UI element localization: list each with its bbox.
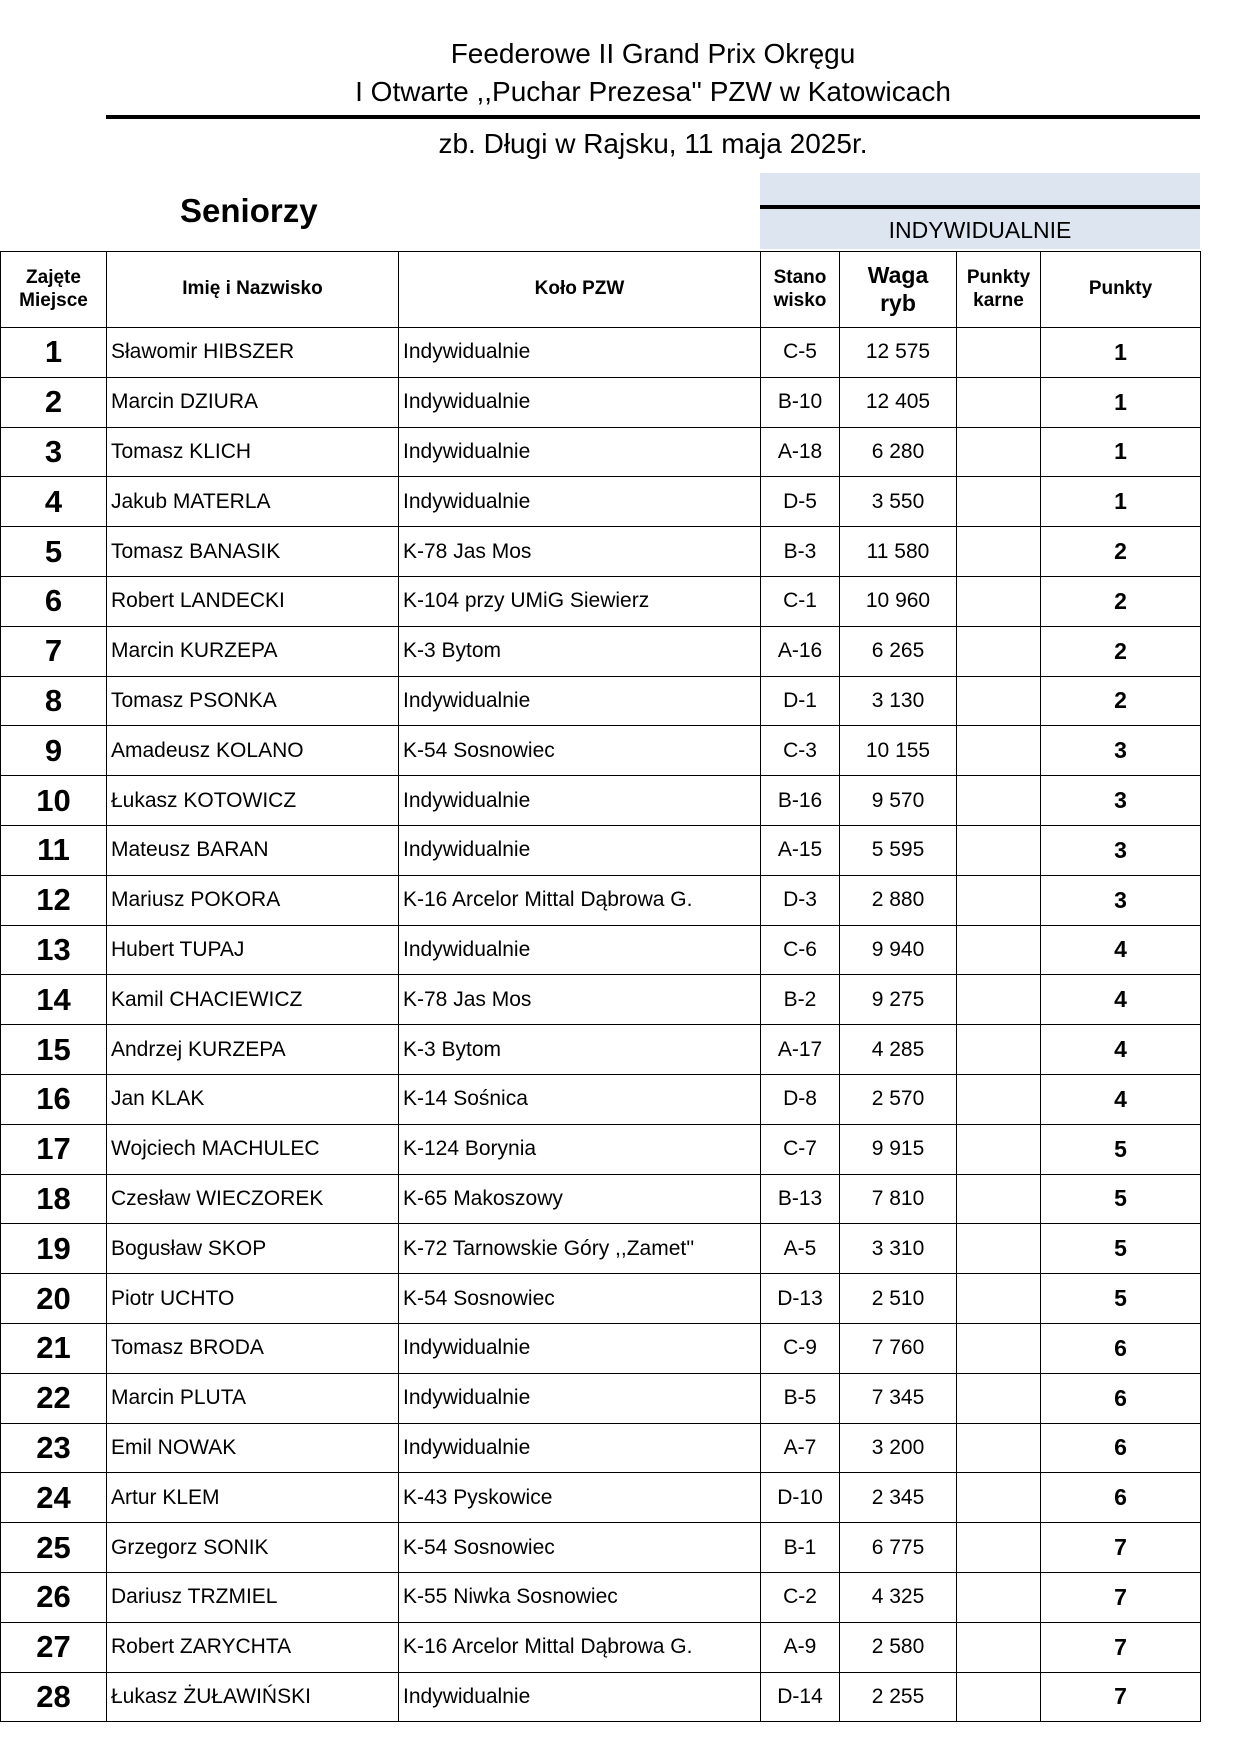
points-cell: 6 bbox=[1041, 1373, 1201, 1423]
fish-weight: 2 345 bbox=[840, 1473, 957, 1523]
club-name: K-72 Tarnowskie Góry ,,Zamet'' bbox=[399, 1224, 761, 1274]
club-name: K-124 Borynia bbox=[399, 1124, 761, 1174]
table-row bbox=[1, 1224, 1201, 1274]
club-name: K-16 Arcelor Mittal Dąbrowa G. bbox=[399, 1622, 761, 1672]
stand-cell: B-10 bbox=[761, 377, 840, 427]
table-row bbox=[1, 1622, 1201, 1672]
points-cell: 5 bbox=[1041, 1224, 1201, 1274]
stand-cell: D-3 bbox=[761, 875, 840, 925]
table-row bbox=[1, 328, 1201, 378]
competitor-name: Robert ZARYCHTA bbox=[107, 1622, 399, 1672]
points-cell: 1 bbox=[1041, 427, 1201, 477]
club-name: K-16 Arcelor Mittal Dąbrowa G. bbox=[399, 875, 761, 925]
points-cell: 7 bbox=[1041, 1672, 1201, 1722]
fish-weight: 10 960 bbox=[840, 576, 957, 626]
penalty-points bbox=[957, 1074, 1041, 1124]
fish-weight: 7 760 bbox=[840, 1323, 957, 1373]
stand-cell: B-5 bbox=[761, 1373, 840, 1423]
club-name: Indywidualnie bbox=[399, 925, 761, 975]
stand-cell: B-3 bbox=[761, 527, 840, 577]
stand-cell: A-7 bbox=[761, 1423, 840, 1473]
penalty-points bbox=[957, 377, 1041, 427]
club-name: Indywidualnie bbox=[399, 328, 761, 378]
penalty-points bbox=[957, 975, 1041, 1025]
place-cell: 17 bbox=[1, 1124, 107, 1174]
competitor-name: Marcin PLUTA bbox=[107, 1373, 399, 1423]
points-cell: 5 bbox=[1041, 1124, 1201, 1174]
place-cell: 9 bbox=[1, 726, 107, 776]
table-row bbox=[1, 1423, 1201, 1473]
competitor-name: Hubert TUPAJ bbox=[107, 925, 399, 975]
competitor-name: Łukasz ŻUŁAWIŃSKI bbox=[107, 1672, 399, 1722]
place-cell: 22 bbox=[1, 1373, 107, 1423]
stand-cell: C-1 bbox=[761, 576, 840, 626]
points-cell: 5 bbox=[1041, 1274, 1201, 1324]
fish-weight: 2 570 bbox=[840, 1074, 957, 1124]
fish-weight: 6 265 bbox=[840, 626, 957, 676]
place-cell: 23 bbox=[1, 1423, 107, 1473]
competitor-name: Tomasz KLICH bbox=[107, 427, 399, 477]
club-name: Indywidualnie bbox=[399, 776, 761, 826]
table-row bbox=[1, 975, 1201, 1025]
points-cell: 7 bbox=[1041, 1572, 1201, 1622]
fish-weight: 3 550 bbox=[840, 477, 957, 527]
fish-weight: 11 580 bbox=[840, 527, 957, 577]
stand-cell: A-5 bbox=[761, 1224, 840, 1274]
place-cell: 18 bbox=[1, 1174, 107, 1224]
place-cell: 6 bbox=[1, 576, 107, 626]
stand-cell: D-14 bbox=[761, 1672, 840, 1722]
competitor-name: Dariusz TRZMIEL bbox=[107, 1572, 399, 1622]
stand-cell: C-7 bbox=[761, 1124, 840, 1174]
fish-weight: 3 200 bbox=[840, 1423, 957, 1473]
stand-cell: C-6 bbox=[761, 925, 840, 975]
points-cell: 3 bbox=[1041, 825, 1201, 875]
results-table bbox=[0, 251, 1201, 1722]
stand-cell: B-16 bbox=[761, 776, 840, 826]
table-row bbox=[1, 427, 1201, 477]
penalty-points bbox=[957, 676, 1041, 726]
place-cell: 12 bbox=[1, 875, 107, 925]
table-row bbox=[1, 875, 1201, 925]
place-cell: 11 bbox=[1, 825, 107, 875]
table-row bbox=[1, 1473, 1201, 1523]
penalty-points bbox=[957, 925, 1041, 975]
club-name: K-55 Niwka Sosnowiec bbox=[399, 1572, 761, 1622]
table-row bbox=[1, 1672, 1201, 1722]
competitor-name: Czesław WIECZOREK bbox=[107, 1174, 399, 1224]
club-name: K-43 Pyskowice bbox=[399, 1473, 761, 1523]
club-name: Indywidualnie bbox=[399, 477, 761, 527]
place-cell: 7 bbox=[1, 626, 107, 676]
table-row bbox=[1, 1174, 1201, 1224]
points-cell: 5 bbox=[1041, 1174, 1201, 1224]
place-cell: 1 bbox=[1, 328, 107, 378]
points-cell: 2 bbox=[1041, 576, 1201, 626]
points-cell: 4 bbox=[1041, 1025, 1201, 1075]
fish-weight: 9 570 bbox=[840, 776, 957, 826]
club-name: K-54 Sosnowiec bbox=[399, 726, 761, 776]
points-cell: 1 bbox=[1041, 477, 1201, 527]
penalty-points bbox=[957, 1224, 1041, 1274]
club-name: Indywidualnie bbox=[399, 1672, 761, 1722]
penalty-points bbox=[957, 477, 1041, 527]
fish-weight: 2 880 bbox=[840, 875, 957, 925]
club-name: Indywidualnie bbox=[399, 676, 761, 726]
club-name: Indywidualnie bbox=[399, 1423, 761, 1473]
stand-cell: D-8 bbox=[761, 1074, 840, 1124]
stand-cell: B-13 bbox=[761, 1174, 840, 1224]
col-stand-header: Stano wisko bbox=[761, 252, 840, 328]
stand-cell: A-17 bbox=[761, 1025, 840, 1075]
table-row bbox=[1, 576, 1201, 626]
place-cell: 16 bbox=[1, 1074, 107, 1124]
fish-weight: 5 595 bbox=[840, 825, 957, 875]
fish-weight: 7 345 bbox=[840, 1373, 957, 1423]
club-name: K-104 przy UMiG Siewierz bbox=[399, 576, 761, 626]
competitor-name: Wojciech MACHULEC bbox=[107, 1124, 399, 1174]
competitor-name: Marcin DZIURA bbox=[107, 377, 399, 427]
club-name: Indywidualnie bbox=[399, 427, 761, 477]
table-row bbox=[1, 1074, 1201, 1124]
stand-cell: A-18 bbox=[761, 427, 840, 477]
penalty-points bbox=[957, 1423, 1041, 1473]
points-cell: 6 bbox=[1041, 1473, 1201, 1523]
stand-cell: D-13 bbox=[761, 1274, 840, 1324]
penalty-points bbox=[957, 1124, 1041, 1174]
club-name: K-78 Jas Mos bbox=[399, 527, 761, 577]
penalty-points bbox=[957, 825, 1041, 875]
fish-weight: 2 510 bbox=[840, 1274, 957, 1324]
table-row bbox=[1, 1373, 1201, 1423]
club-name: Indywidualnie bbox=[399, 825, 761, 875]
points-cell: 4 bbox=[1041, 925, 1201, 975]
table-row bbox=[1, 477, 1201, 527]
competitor-name: Tomasz BRODA bbox=[107, 1323, 399, 1373]
col-weight-header: Waga ryb bbox=[840, 252, 957, 328]
document-subtitle: I Otwarte ,,Puchar Prezesa'' PZW w Katowicach bbox=[355, 76, 951, 107]
place-cell: 21 bbox=[1, 1323, 107, 1373]
place-cell: 14 bbox=[1, 975, 107, 1025]
col-name-header: Imię i Nazwisko bbox=[107, 252, 399, 328]
competitor-name: Sławomir HIBSZER bbox=[107, 328, 399, 378]
stand-cell: C-3 bbox=[761, 726, 840, 776]
table-row bbox=[1, 726, 1201, 776]
place-cell: 13 bbox=[1, 925, 107, 975]
place-cell: 24 bbox=[1, 1473, 107, 1523]
penalty-points bbox=[957, 726, 1041, 776]
points-cell: 7 bbox=[1041, 1622, 1201, 1672]
fish-weight: 4 325 bbox=[840, 1572, 957, 1622]
penalty-points bbox=[957, 1672, 1041, 1722]
fish-weight: 12 405 bbox=[840, 377, 957, 427]
penalty-points bbox=[957, 427, 1041, 477]
points-cell: 4 bbox=[1041, 1074, 1201, 1124]
competitor-name: Kamil CHACIEWICZ bbox=[107, 975, 399, 1025]
place-cell: 5 bbox=[1, 527, 107, 577]
points-cell: 2 bbox=[1041, 626, 1201, 676]
penalty-points bbox=[957, 1174, 1041, 1224]
place-cell: 4 bbox=[1, 477, 107, 527]
penalty-points bbox=[957, 776, 1041, 826]
points-cell: 1 bbox=[1041, 328, 1201, 378]
event-location-date: zb. Długi w Rajsku, 11 maja 2025r. bbox=[438, 128, 868, 159]
penalty-points bbox=[957, 1622, 1041, 1672]
stand-cell: D-1 bbox=[761, 676, 840, 726]
competitor-name: Artur KLEM bbox=[107, 1473, 399, 1523]
penalty-points bbox=[957, 576, 1041, 626]
table-row bbox=[1, 626, 1201, 676]
points-cell: 4 bbox=[1041, 975, 1201, 1025]
place-cell: 25 bbox=[1, 1523, 107, 1573]
place-cell: 2 bbox=[1, 377, 107, 427]
stand-cell: B-2 bbox=[761, 975, 840, 1025]
competitor-name: Mariusz POKORA bbox=[107, 875, 399, 925]
stand-cell: D-10 bbox=[761, 1473, 840, 1523]
fish-weight: 2 255 bbox=[840, 1672, 957, 1722]
stand-cell: A-15 bbox=[761, 825, 840, 875]
place-cell: 27 bbox=[1, 1622, 107, 1672]
table-header-row bbox=[1, 252, 1201, 328]
club-name: K-54 Sosnowiec bbox=[399, 1274, 761, 1324]
club-name: K-54 Sosnowiec bbox=[399, 1523, 761, 1573]
classification-label: INDYWIDUALNIE bbox=[760, 209, 1200, 249]
table-row bbox=[1, 1025, 1201, 1075]
competitor-name: Marcin KURZEPA bbox=[107, 626, 399, 676]
points-cell: 3 bbox=[1041, 776, 1201, 826]
place-cell: 28 bbox=[1, 1672, 107, 1722]
fish-weight: 6 280 bbox=[840, 427, 957, 477]
competitor-name: Łukasz KOTOWICZ bbox=[107, 776, 399, 826]
penalty-points bbox=[957, 1025, 1041, 1075]
fish-weight: 9 915 bbox=[840, 1124, 957, 1174]
competitor-name: Jan KLAK bbox=[107, 1074, 399, 1124]
points-cell: 7 bbox=[1041, 1523, 1201, 1573]
club-name: K-65 Makoszowy bbox=[399, 1174, 761, 1224]
place-cell: 20 bbox=[1, 1274, 107, 1324]
penalty-points bbox=[957, 875, 1041, 925]
fish-weight: 10 155 bbox=[840, 726, 957, 776]
table-row bbox=[1, 1274, 1201, 1324]
penalty-points bbox=[957, 328, 1041, 378]
col-points-header: Punkty bbox=[1041, 252, 1201, 328]
penalty-points bbox=[957, 1274, 1041, 1324]
stand-cell: C-9 bbox=[761, 1323, 840, 1373]
points-cell: 6 bbox=[1041, 1323, 1201, 1373]
penalty-points bbox=[957, 626, 1041, 676]
table-row bbox=[1, 1124, 1201, 1174]
fish-weight: 9 275 bbox=[840, 975, 957, 1025]
competitor-name: Emil NOWAK bbox=[107, 1423, 399, 1473]
competitor-name: Robert LANDECKI bbox=[107, 576, 399, 626]
competitor-name: Tomasz BANASIK bbox=[107, 527, 399, 577]
fish-weight: 6 775 bbox=[840, 1523, 957, 1573]
competitor-name: Bogusław SKOP bbox=[107, 1224, 399, 1274]
title-rule bbox=[106, 115, 1200, 119]
points-cell: 2 bbox=[1041, 527, 1201, 577]
place-cell: 3 bbox=[1, 427, 107, 477]
club-name: K-3 Bytom bbox=[399, 626, 761, 676]
table-row bbox=[1, 825, 1201, 875]
col-place-header: Zajęte Miejsce bbox=[1, 252, 107, 328]
table-row bbox=[1, 1323, 1201, 1373]
category-title: Seniorzy bbox=[180, 192, 318, 229]
col-penalty-header: Punkty karne bbox=[957, 252, 1041, 328]
stand-cell: A-16 bbox=[761, 626, 840, 676]
stand-cell: C-5 bbox=[761, 328, 840, 378]
penalty-points bbox=[957, 1523, 1041, 1573]
penalty-points bbox=[957, 1572, 1041, 1622]
fish-weight: 7 810 bbox=[840, 1174, 957, 1224]
points-cell: 1 bbox=[1041, 377, 1201, 427]
points-cell: 3 bbox=[1041, 875, 1201, 925]
club-name: Indywidualnie bbox=[399, 1323, 761, 1373]
club-name: Indywidualnie bbox=[399, 377, 761, 427]
table-row bbox=[1, 676, 1201, 726]
place-cell: 8 bbox=[1, 676, 107, 726]
place-cell: 26 bbox=[1, 1572, 107, 1622]
stand-cell: D-5 bbox=[761, 477, 840, 527]
table-row bbox=[1, 776, 1201, 826]
fish-weight: 3 310 bbox=[840, 1224, 957, 1274]
fish-weight: 2 580 bbox=[840, 1622, 957, 1672]
stand-cell: C-2 bbox=[761, 1572, 840, 1622]
fish-weight: 3 130 bbox=[840, 676, 957, 726]
competitor-name: Andrzej KURZEPA bbox=[107, 1025, 399, 1075]
points-cell: 3 bbox=[1041, 726, 1201, 776]
table-row bbox=[1, 1523, 1201, 1573]
band-shading bbox=[760, 173, 1200, 205]
stand-cell: A-9 bbox=[761, 1622, 840, 1672]
fish-weight: 9 940 bbox=[840, 925, 957, 975]
penalty-points bbox=[957, 1473, 1041, 1523]
col-club-header: Koło PZW bbox=[399, 252, 761, 328]
competitor-name: Mateusz BARAN bbox=[107, 825, 399, 875]
points-cell: 2 bbox=[1041, 676, 1201, 726]
competitor-name: Amadeusz KOLANO bbox=[107, 726, 399, 776]
document-title: Feederowe II Grand Prix Okręgu bbox=[450, 38, 856, 69]
place-cell: 10 bbox=[1, 776, 107, 826]
place-cell: 19 bbox=[1, 1224, 107, 1274]
table-row bbox=[1, 377, 1201, 427]
points-cell: 6 bbox=[1041, 1423, 1201, 1473]
club-name: Indywidualnie bbox=[399, 1373, 761, 1423]
penalty-points bbox=[957, 1373, 1041, 1423]
competitor-name: Tomasz PSONKA bbox=[107, 676, 399, 726]
table-row bbox=[1, 527, 1201, 577]
penalty-points bbox=[957, 1323, 1041, 1373]
competitor-name: Piotr UCHTO bbox=[107, 1274, 399, 1324]
competitor-name: Jakub MATERLA bbox=[107, 477, 399, 527]
competitor-name: Grzegorz SONIK bbox=[107, 1523, 399, 1573]
stand-cell: B-1 bbox=[761, 1523, 840, 1573]
penalty-points bbox=[957, 527, 1041, 577]
club-name: K-78 Jas Mos bbox=[399, 975, 761, 1025]
club-name: K-3 Bytom bbox=[399, 1025, 761, 1075]
fish-weight: 4 285 bbox=[840, 1025, 957, 1075]
club-name: K-14 Sośnica bbox=[399, 1074, 761, 1124]
place-cell: 15 bbox=[1, 1025, 107, 1075]
table-row bbox=[1, 1572, 1201, 1622]
fish-weight: 12 575 bbox=[840, 328, 957, 378]
table-row bbox=[1, 925, 1201, 975]
